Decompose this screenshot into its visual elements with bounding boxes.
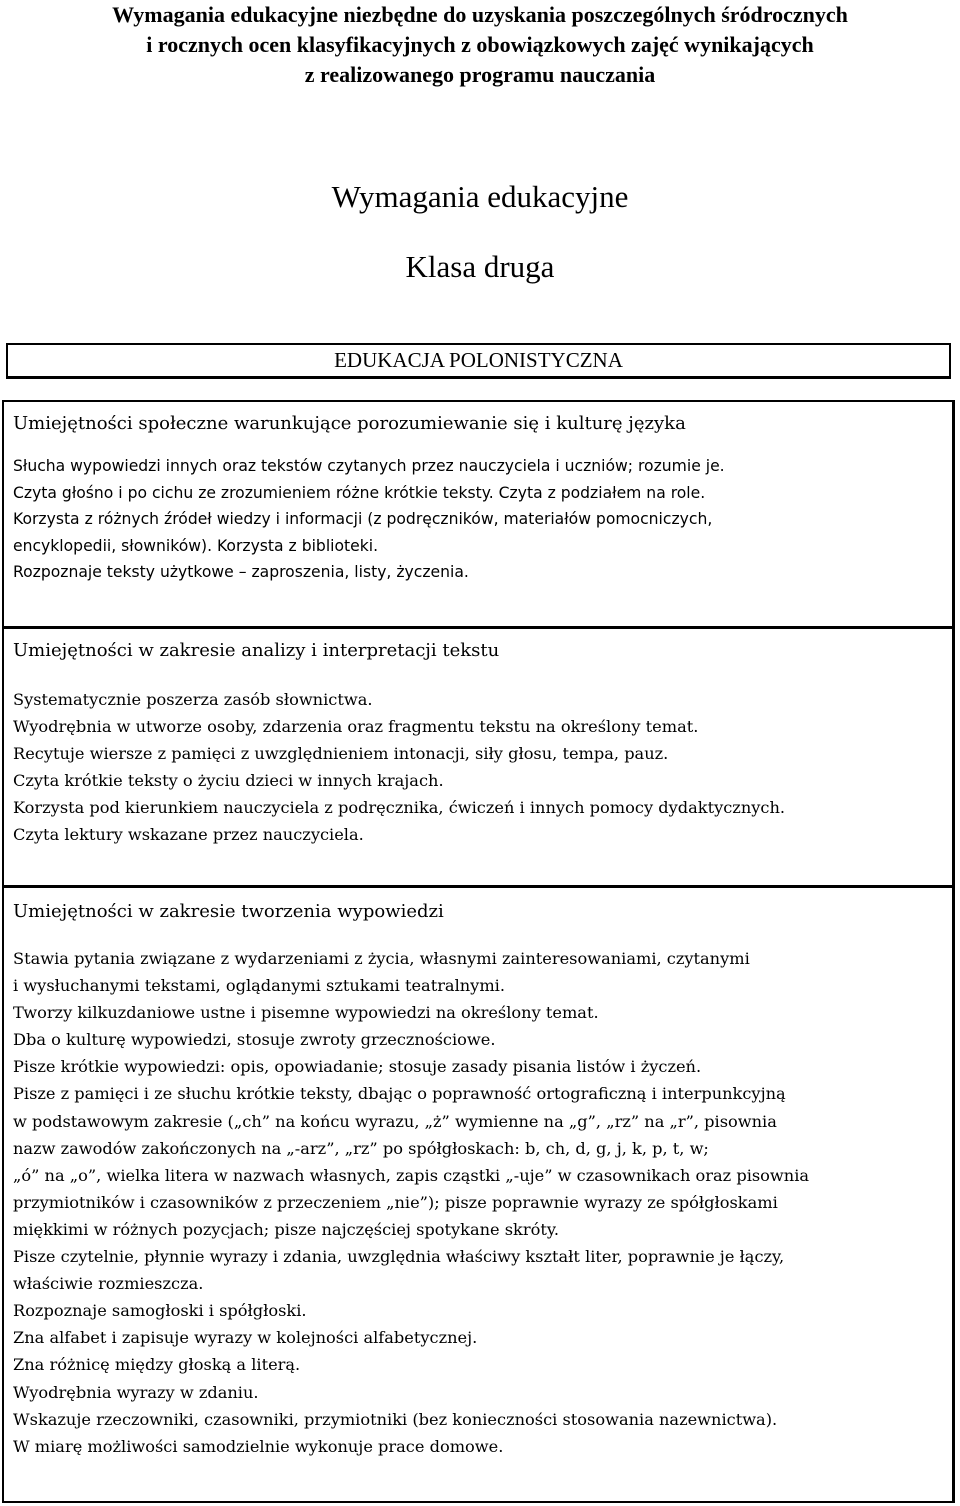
requirement-line: miękkimi w różnych pozycjach; pisze najczęściej spotykane skróty. — [13, 1219, 559, 1239]
section-text-analysis — [2, 626, 955, 885]
requirements-list — [13, 945, 809, 1460]
document-title: Wymagania edukacyjne — [331, 179, 629, 214]
section-social-skills — [2, 400, 955, 626]
requirement-line: encyklopedii, słowników). Korzysta z biblioteki. — [13, 536, 379, 555]
requirement-line: i wysłuchanymi tekstami, oglądanymi sztukami teatralnymi. — [13, 976, 506, 996]
requirement-line: Systematycznie poszerza zasób słownictwa. — [13, 690, 373, 709]
section-title: Umiejętności w zakresie analizy i interpretacji tekstu — [13, 640, 500, 661]
requirement-line: Rozpoznaje teksty użytkowe – zaproszenia, listy, życzenia. — [13, 563, 469, 581]
requirement-line: Tworzy kilkuzdaniowe ustne i pisemne wypowiedzi na określony temat. — [13, 1003, 599, 1023]
requirement-line: Korzysta pod kierunkiem nauczyciela z podręcznika, ćwiczeń i innych pomocy dydaktycznych. — [13, 798, 786, 817]
requirement-line: Zna różnicę między głoską a literą. — [13, 1355, 301, 1375]
class-label: Klasa druga — [405, 249, 555, 284]
heading-line: i rocznych ocen klasyfikacyjnych z obowiązkowych zajęć wynikających — [146, 32, 814, 57]
requirements-list — [13, 686, 785, 848]
section-composition — [2, 885, 955, 1503]
requirement-line: Czyta krótkie teksty o życiu dzieci w innych krajach. — [13, 771, 444, 790]
heading-line: z realizowanego programu nauczania — [304, 62, 656, 87]
requirement-line: Recytuje wiersze z pamięci z uwzględnieniem intonacji, siły głosu, tempa, pauz. — [13, 744, 669, 763]
section-title: Umiejętności społeczne warunkujące porozumiewanie się i kulturę języka — [13, 413, 686, 434]
requirement-line: Zna alfabet i zapisuje wyrazy w kolejności alfabetycznej. — [13, 1328, 478, 1348]
requirement-line: Pisze czytelnie, płynnie wyrazy i zdania, uwzględnia właściwy kształt liter, poprawnie je łączy, — [13, 1247, 785, 1267]
requirement-line: Rozpoznaje samogłoski i spółgłoski. — [13, 1301, 307, 1321]
subject-header: EDUKACJA POLONISTYCZNA — [6, 343, 951, 379]
requirement-line: nazw zawodów zakończonych na „-arz”, „rz” po spółgłoskach: b, ch, d, g, j, k, p, t, w; — [13, 1138, 709, 1158]
requirement-line: Pisze z pamięci i ze słuchu krótkie teksty, dbając o poprawność ortograficzną i interpunkcyjną — [13, 1084, 786, 1104]
requirement-line: przymiotników i czasowników z przeczeniem „nie”); pisze poprawnie wyrazy ze spółgłoskami — [13, 1192, 778, 1212]
requirement-line: Stawia pytania związane z wydarzeniami z życia, własnymi zainteresowaniami, czytanymi — [13, 949, 750, 968]
requirement-line: w podstawowym zakresie („ch” na końcu wyrazu, „ż” wymienne na „g”, „rz” na „r”, pisownia — [13, 1111, 777, 1131]
requirement-line: Czyta lektury wskazane przez nauczyciela. — [13, 825, 364, 844]
requirement-line: „ó” na „o”, wielka litera w nazwach własnych, zapis cząstki „-uje” w czasownikach oraz pisownia — [13, 1165, 810, 1185]
requirement-line: Słucha wypowiedzi innych oraz tekstów czytanych przez nauczyciela i uczniów; rozumie je. — [13, 457, 725, 475]
requirement-line: Pisze krótkie wypowiedzi: opis, opowiadanie; stosuje zasady pisania listów i życzeń. — [13, 1057, 702, 1077]
requirement-line: W miarę możliwości samodzielnie wykonuje prace domowe. — [13, 1436, 504, 1456]
requirement-line: Korzysta z różnych źródeł wiedzy i informacji (z podręczników, materiałów pomocniczych, — [13, 510, 713, 528]
requirement-line: Czyta głośno i po cichu ze zrozumieniem różne krótkie teksty. Czyta z podziałem na role. — [13, 483, 706, 502]
document-heading — [0, 0, 960, 90]
requirement-line: Wyodrębnia wyrazy w zdaniu. — [13, 1382, 259, 1402]
requirement-line: Wskazuje rzeczowniki, czasowniki, przymiotniki (bez konieczności stosowania nazewnictwa). — [13, 1409, 778, 1429]
requirement-line: Wyodrębnia w utworze osoby, zdarzenia oraz fragmentu tekstu na określony temat. — [13, 717, 699, 736]
requirement-line: Dba o kulturę wypowiedzi, stosuje zwroty grzecznościowe. — [13, 1030, 496, 1050]
requirements-list — [13, 453, 725, 586]
section-title: Umiejętności w zakresie tworzenia wypowiedzi — [13, 901, 444, 922]
requirement-line: właściwie rozmieszcza. — [13, 1274, 204, 1294]
heading-line: Wymagania edukacyjne niezbędne do uzyskania poszczególnych śródrocznych — [112, 2, 848, 27]
